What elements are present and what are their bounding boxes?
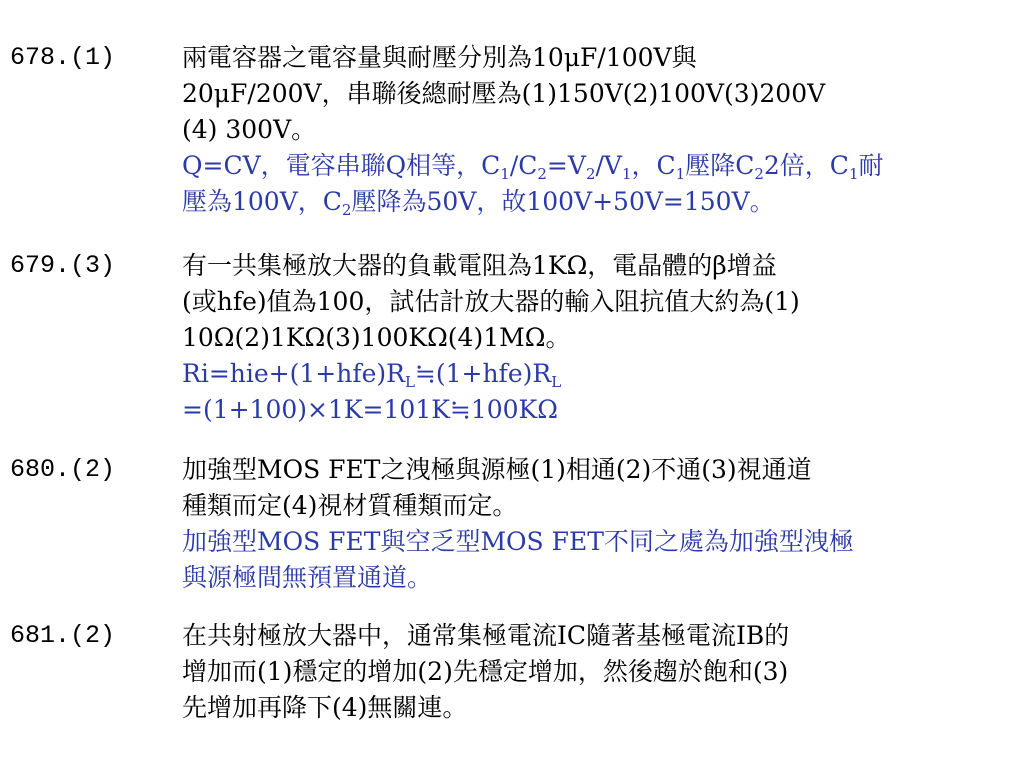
answer-explanation-line: [182, 560, 1020, 596]
question-text-line: 先增加再降下(4)無關連。: [182, 693, 468, 722]
answer-text-segment: ，C: [631, 151, 676, 180]
question-text-line: 在共射極放大器中，通常集極電流IC隨著基極電流IB的: [182, 621, 790, 650]
subscript-text: 2: [537, 165, 547, 183]
answer-text-segment: /V: [595, 151, 622, 180]
question-body: [182, 248, 1020, 428]
question-text-line: 兩電容器之電容量與耐壓分別為10μF/100V與: [182, 43, 697, 72]
question-body: [182, 618, 1020, 726]
question-number: 681.(2): [10, 621, 116, 650]
answer-text-segment: =V: [546, 151, 586, 180]
question-text-line: 有一共集極放大器的負載電阻為1KΩ，電晶體的β增益: [182, 251, 777, 280]
answer-text-segment: =(1+100)×1K=101K≒100KΩ: [182, 395, 558, 424]
question-text-line: 種類而定(4)視材質種類而定。: [182, 491, 518, 520]
question-text-line: 加強型MOS FET之洩極與源極(1)相通(2)不通(3)視通道: [182, 455, 812, 484]
question-body: [182, 452, 1020, 596]
answer-explanation-line: [182, 184, 1020, 220]
answer-explanation-line: [182, 392, 1020, 428]
question-number: 679.(3): [10, 251, 116, 280]
subscript-text: 1: [848, 165, 859, 183]
answer-text-segment: 壓降為50V，故100V+50V=150V。: [351, 187, 775, 216]
answer-text-segment: 耐: [858, 151, 884, 180]
question-number: 680.(2): [10, 455, 116, 484]
question-number: 678.(1): [10, 43, 116, 72]
answer-text-segment: 壓降C: [685, 151, 755, 180]
answer-text-segment: 與源極間無預置通道。: [182, 563, 433, 592]
answer-explanation-line: [182, 356, 1020, 392]
question-text-line: 10Ω(2)1KΩ(3)100KΩ(4)1MΩ。: [182, 323, 571, 352]
answer-explanation-line: [182, 524, 1020, 560]
subscript-text: L: [551, 373, 562, 391]
answer-text-segment: Ri=hie+(1+hfe)R: [182, 359, 405, 388]
answer-text-segment: ≒(1+hfe)R: [414, 359, 552, 388]
answer-text-segment: 加強型MOS FET與空乏型MOS FET不同之處為加強型洩極: [182, 527, 854, 556]
answer-explanation-line: [182, 148, 1020, 184]
question-text-line: 20μF/200V，串聯後總耐壓為(1)150V(2)100V(3)200V: [182, 79, 826, 108]
answer-text-segment: 壓為100V，C: [182, 187, 342, 216]
question-text-line: 增加而(1)穩定的增加(2)先穩定增加，然後趨於飽和(3): [182, 657, 789, 686]
answer-text-segment: /C: [509, 151, 538, 180]
question-text-line: (4) 300V。: [182, 115, 317, 144]
subscript-text: L: [404, 373, 415, 391]
subscript-text: 2: [341, 201, 352, 219]
subscript-text: 1: [621, 165, 632, 183]
answer-text-segment: Q=CV，電容串聯Q相等，C: [182, 151, 501, 180]
question-body: [182, 40, 1020, 220]
subscript-text: 1: [675, 165, 686, 183]
subscript-text: 1: [500, 165, 510, 183]
answer-text-segment: 2倍，C: [763, 151, 849, 180]
subscript-text: 2: [754, 165, 764, 183]
question-text-line: (或hfe)值為100，試估計放大器的輸入阻抗值大約為(1): [182, 287, 800, 316]
subscript-text: 2: [585, 165, 596, 183]
